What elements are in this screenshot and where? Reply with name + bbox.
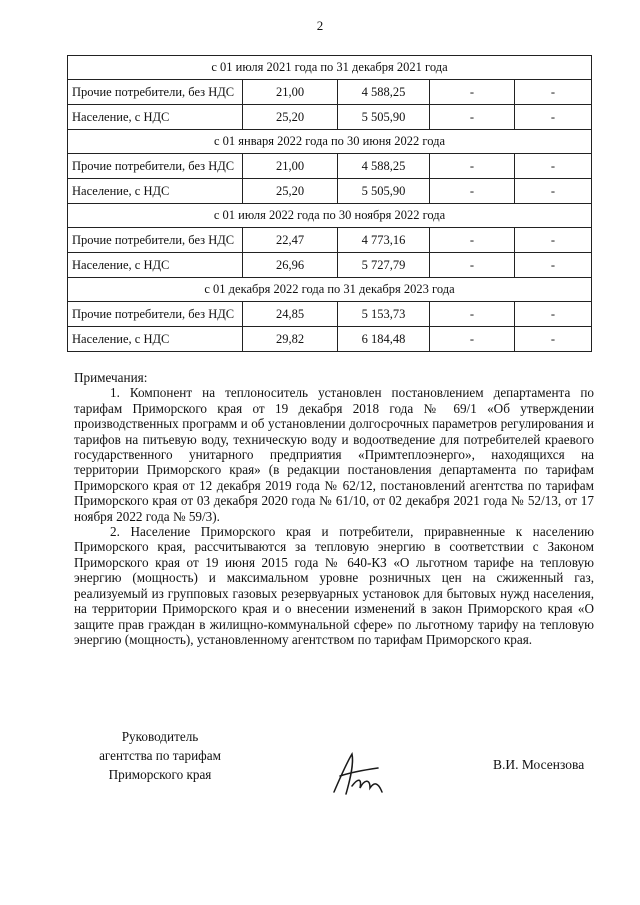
table-row (68, 80, 592, 105)
tariff-value-3: - (430, 80, 515, 105)
period-header-row (68, 204, 592, 228)
period-header-row (68, 56, 592, 80)
tariff-value-4: - (515, 105, 592, 130)
consumer-name: Прочие потребители, без НДС (68, 80, 243, 105)
tariff-value-2: 4 588,25 (338, 80, 430, 105)
table-row (68, 327, 592, 352)
tariff-value-3: - (430, 228, 515, 253)
tariff-value-4: - (515, 302, 592, 327)
tariff-value-4: - (515, 179, 592, 204)
tariff-value-3: - (430, 327, 515, 352)
signatory-position (80, 727, 240, 784)
tariff-value-1: 26,96 (243, 253, 338, 278)
table-row (68, 228, 592, 253)
note-item-2: 2. Население Приморского края и потребители, приравненные к населению Приморского края, рассчитываются за тепловую энергию в соответствии с Законом Приморского края от 19 июня 2015 года № 640-КЗ «О льготном тарифе на тепловую энергию (мощность) и максимальном уровне розничных цен на сжиженный газ, реализуемый из групповых газовых резервуарных установок для бытовых нужд населения, на территории Приморского края и о внесении изменений в закон Приморского края «О защите прав граждан в жилищно-коммунальной сфере» по льготному тарифу на тепловую энергию (мощность), установленному агентством по тарифам Приморского края. (74, 524, 594, 647)
table-row (68, 302, 592, 327)
period-title: с 01 июля 2021 года по 31 декабря 2021 года (68, 56, 592, 80)
tariff-value-3: - (430, 253, 515, 278)
period-header-row (68, 278, 592, 302)
tariff-value-4: - (515, 253, 592, 278)
position-line: агентства по тарифам (99, 748, 221, 763)
consumer-name: Прочие потребители, без НДС (68, 154, 243, 179)
consumer-name: Население, с НДС (68, 105, 243, 130)
signatory-name: В.И. Мосензова (493, 757, 585, 772)
period-title: с 01 декабря 2022 года по 31 декабря 2023 года (68, 278, 592, 302)
tariff-value-2: 6 184,48 (338, 327, 430, 352)
tariff-value-3: - (430, 179, 515, 204)
tariff-value-1: 29,82 (243, 327, 338, 352)
period-title: с 01 января 2022 года по 30 июня 2022 года (68, 130, 592, 154)
consumer-name: Население, с НДС (68, 327, 243, 352)
tariff-value-4: - (515, 80, 592, 105)
tariff-value-3: - (430, 302, 515, 327)
consumer-name: Прочие потребители, без НДС (68, 302, 243, 327)
tariff-value-4: - (515, 228, 592, 253)
handwritten-signature (330, 748, 388, 800)
notes-section (74, 370, 594, 647)
tariff-value-1: 21,00 (243, 154, 338, 179)
period-header-row (68, 130, 592, 154)
tariff-value-1: 21,00 (243, 80, 338, 105)
period-title: с 01 июля 2022 года по 30 ноября 2022 года (68, 204, 592, 228)
tariff-value-2: 4 773,16 (338, 228, 430, 253)
page-number: 2 (316, 18, 324, 33)
notes-heading: Примечания: (74, 370, 148, 385)
tariff-value-2: 5 505,90 (338, 179, 430, 204)
tariff-value-1: 24,85 (243, 302, 338, 327)
tariff-value-1: 22,47 (243, 228, 338, 253)
tariff-table (67, 55, 592, 352)
consumer-name: Население, с НДС (68, 253, 243, 278)
note-item-1: 1. Компонент на теплоноситель установлен постановлением департамента по тарифам Приморского края от 19 декабря 2018 года № 69/1 «Об утверждении производственных программ и об установлении долгосрочных параметров регулирования и тарифов на питьевую воду, техническую воду и водоотведение для потребителей краевого государственного унитарного предприятия «Примтеплоэнерго», находящихся на территории Приморского края» (в редакции постановления департамента по тарифам Приморского края от 12 декабря 2019 года № 62/12, постановлений агентства по тарифам Приморского края от 03 декабря 2020 года № 61/10, от 02 декабря 2021 года № 52/13, от 17 ноября 2022 года № 59/3). (74, 385, 594, 524)
table-row (68, 179, 592, 204)
table-row (68, 253, 592, 278)
position-line: Приморского края (108, 767, 212, 782)
tariff-value-1: 25,20 (243, 179, 338, 204)
tariff-value-4: - (515, 154, 592, 179)
tariff-value-3: - (430, 105, 515, 130)
table-row (68, 154, 592, 179)
tariff-value-2: 5 153,73 (338, 302, 430, 327)
consumer-name: Население, с НДС (68, 179, 243, 204)
table-row (68, 105, 592, 130)
tariff-value-2: 5 505,90 (338, 105, 430, 130)
tariff-value-1: 25,20 (243, 105, 338, 130)
tariff-value-4: - (515, 327, 592, 352)
tariff-value-2: 4 588,25 (338, 154, 430, 179)
tariff-value-2: 5 727,79 (338, 253, 430, 278)
tariff-value-3: - (430, 154, 515, 179)
position-line: Руководитель (121, 729, 199, 744)
consumer-name: Прочие потребители, без НДС (68, 228, 243, 253)
